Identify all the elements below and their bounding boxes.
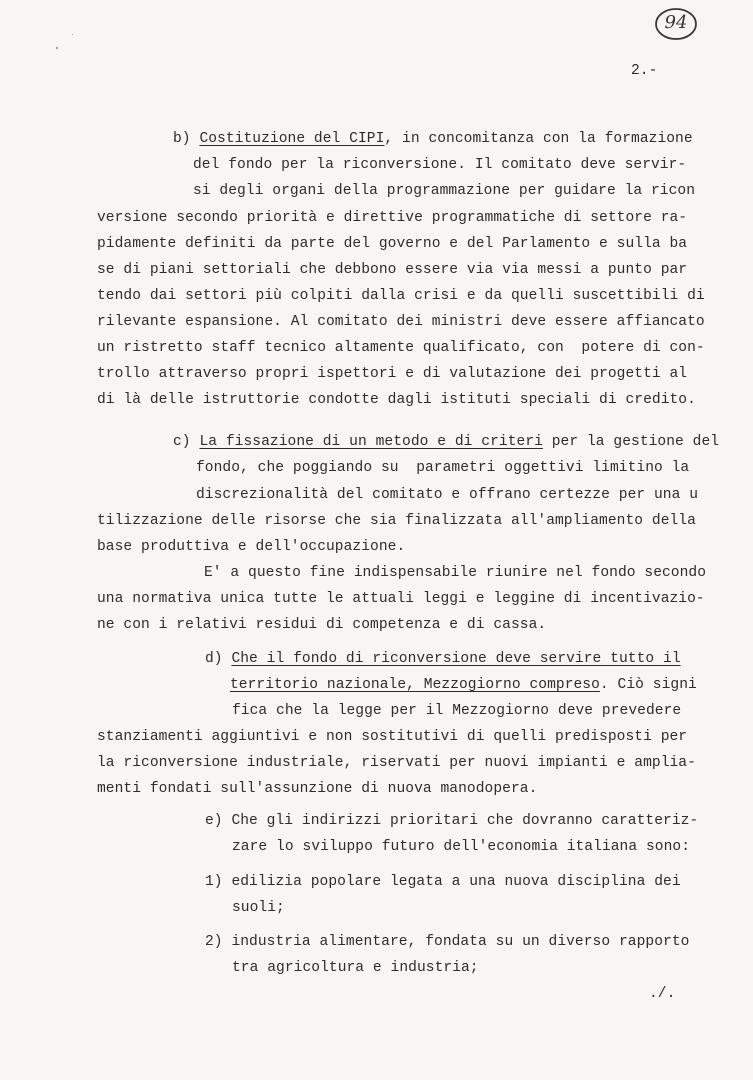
section-b-line: trollo attraverso propri ispettori e di valutazione dei progetti al (97, 366, 688, 382)
section-c-line: tilizzazione delle risorse che sia finalizzata all'ampliamento della (97, 513, 696, 529)
list-item-continuation: tra agricoltura e industria; (232, 960, 479, 976)
section-d-line: la riconversione industriale, riservati per nuovi impianti e amplia- (97, 755, 696, 771)
section-b-line: versione secondo priorità e direttive programmatiche di settore ra- (97, 210, 688, 226)
paper-speck (56, 47, 58, 49)
section-b-line: si degli organi della programmazione per guidare la ricon (193, 183, 696, 199)
paper-speck (72, 34, 73, 35)
section-e-line: zare lo sviluppo futuro dell'economia italiana sono: (232, 839, 690, 855)
section-c-para2-line: una normativa unica tutte le attuali leggi e leggine di incentivazio- (97, 591, 705, 607)
section-b-line: del fondo per la riconversione. Il comitato deve servir- (193, 157, 687, 173)
section-d-heading-line2: territorio nazionale, Mezzogiorno compreso (230, 677, 600, 693)
section-b-marker: b) (173, 131, 191, 147)
section-e-line: Che gli indirizzi prioritari che dovranno caratteriz- (231, 813, 699, 829)
list-item-1 (205, 873, 681, 891)
section-b-first-line (173, 130, 693, 148)
section-c-line: discrezionalità del comitato e offrano certezze per una u (196, 487, 699, 503)
section-c-first-line (173, 433, 719, 451)
archive-stamp (653, 6, 699, 42)
section-d-first-line (205, 650, 681, 668)
page-number: 2.- (631, 63, 658, 79)
section-b-line: di là delle istruttorie condotte dagli istituti speciali di credito. (97, 392, 696, 408)
section-d-line2-rest: . Ciò signi (599, 677, 697, 693)
section-d-heading-line1: Che il fondo di riconversione deve servire tutto il (231, 651, 681, 667)
list-item-text: industria alimentare, fondata su un diverso rapporto (231, 934, 690, 950)
section-b-line: se di piani settoriali che debbono essere via via messi a punto par (97, 262, 688, 278)
section-c-marker: c) (173, 434, 191, 450)
section-d-marker: d) (205, 651, 223, 667)
continuation-mark: ./. (649, 986, 676, 1002)
section-d-line: stanziamenti aggiuntivi e non sostitutivi di quelli predisposti per (97, 729, 688, 745)
section-c-para2-line: E' a questo fine indispensabile riunire nel fondo secondo (204, 565, 707, 581)
section-b-line1-rest: , in concomitanza con la formazione (384, 131, 693, 147)
list-item-2 (205, 933, 689, 951)
section-d-line: fica che la legge per il Mezzogiorno deve prevedere (232, 703, 682, 719)
stamp-number: 94 (664, 12, 688, 33)
section-d-line: menti fondati sull'assunzione di nuova manodopera. (97, 781, 538, 797)
list-item-marker: 1) (205, 874, 223, 890)
section-c-line: base produttiva e dell'occupazione. (97, 539, 406, 555)
section-c-para2-line: ne con i relativi residui di competenza e di cassa. (97, 617, 547, 633)
section-d-second-line (230, 676, 697, 694)
section-e-first-line (205, 812, 698, 830)
section-b-line: pidamente definiti da parte del governo e del Parlamento e sulla ba (97, 236, 688, 252)
section-b-line: un ristretto staff tecnico altamente qualificato, con potere di con- (97, 340, 705, 356)
list-item-text: edilizia popolare legata a una nuova disciplina dei (231, 874, 681, 890)
section-c-heading: La fissazione di un metodo e di criteri (199, 434, 543, 450)
section-b-heading: Costituzione del CIPI (199, 131, 385, 147)
section-b-line: rilevante espansione. Al comitato dei ministri deve essere affiancato (97, 314, 705, 330)
section-e-marker: e) (205, 813, 223, 829)
section-c-line: fondo, che poggiando su parametri oggettivi limitino la (196, 460, 690, 476)
section-c-line1-rest: per la gestione del (542, 434, 720, 450)
list-item-continuation: suoli; (232, 900, 285, 916)
section-b-line: tendo dai settori più colpiti dalla crisi e da quelli suscettibili di (97, 288, 705, 304)
list-item-marker: 2) (205, 934, 223, 950)
